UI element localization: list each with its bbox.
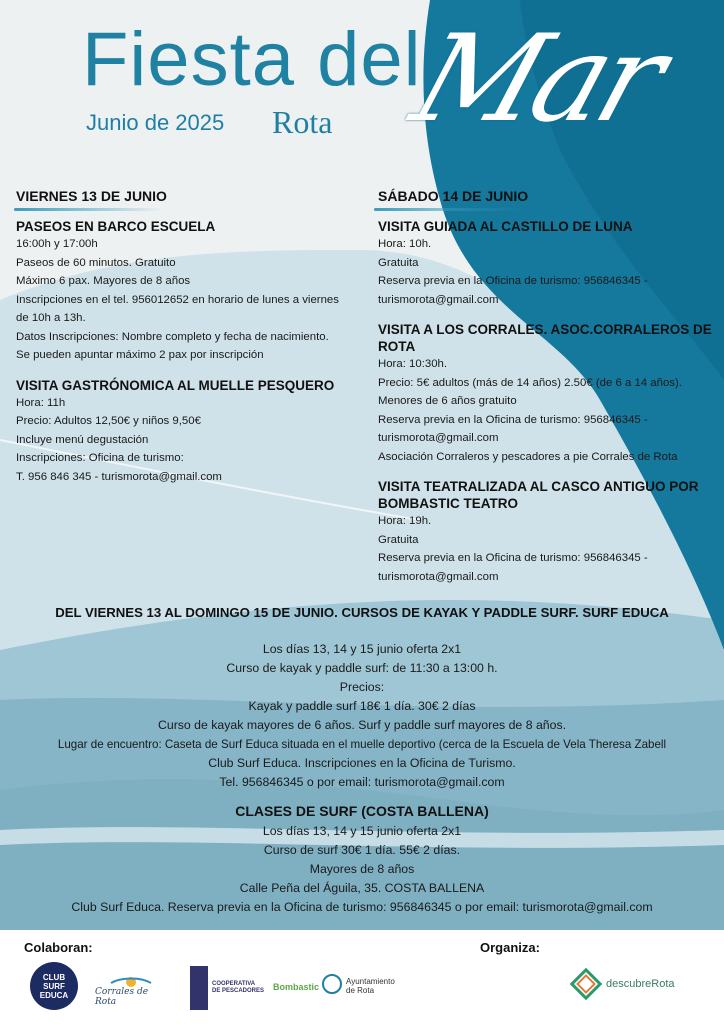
event-corrales — [378, 321, 724, 466]
kayak-details — [0, 640, 724, 792]
page-title: Fiesta del — [82, 17, 422, 102]
surf-line: Los días 13, 14 y 15 junio oferta 2x1 — [262, 824, 462, 838]
kayak-line: Curso de kayak y paddle surf: de 11:30 a 13:00 h. — [226, 661, 498, 675]
event-teatralizada — [378, 478, 724, 586]
day-heading-saturday: SÁBADO 14 DE JUNIO — [378, 188, 529, 204]
surf-title: CLASES DE SURF (COSTA BALLENA) — [235, 803, 489, 819]
sponsors-footer — [0, 930, 724, 1024]
event-line: turismorota@gmail.com — [378, 570, 499, 583]
event-line: Asociación Corraleros y pescadores a pie Corrales de Rota — [378, 450, 678, 463]
event-line: Datos Inscripciones: Nombre completo y fecha de nacimiento. — [16, 330, 329, 343]
event-line: Precio: Adultos 12,50€ y niños 9,50€ — [16, 415, 201, 427]
surf-line: Mayores de 8 años — [309, 862, 415, 876]
script-title-word: Mar — [397, 10, 677, 149]
kayak-line: Tel. 956846345 o por email: turismorota@gmail.com — [219, 775, 505, 789]
cooperativa-logo — [212, 978, 264, 998]
bombastic-logo — [272, 976, 320, 998]
event-title: VISITA A LOS CORRALES. ASOC.CORRALEROS DE ROTA — [378, 322, 712, 354]
descubre-rota-emblem-icon — [566, 964, 606, 1004]
event-title: VISITA GASTRÓNOMICA AL MUELLE PESQUERO — [16, 377, 335, 393]
club-surf-educa-logo — [30, 962, 78, 1010]
kayak-line: Precios: — [339, 680, 385, 694]
event-barco-escuela — [16, 218, 361, 365]
kayak-banner: DEL VIERNES 13 AL DOMINGO 15 DE JUNIO. CURSOS DE KAYAK Y PADDLE SURF. SURF EDUCA — [55, 605, 669, 620]
event-date: Junio de 2025 — [86, 110, 225, 135]
cooperativa-text: COOPERATIVA DE PESCADORES — [212, 981, 265, 994]
event-line: Gratuita — [378, 533, 419, 546]
event-line: Inscripciones: Oficina de turismo: — [16, 452, 184, 464]
bombastic-text: Bombastic — [272, 982, 319, 992]
event-line: turismorota@gmail.com — [378, 432, 499, 444]
surf-line: Calle Peña del Águila, 35. COSTA BALLENA — [239, 881, 485, 895]
event-line: Inscripciones en el tel. 956012652 en horario de lunes a viernes — [16, 293, 339, 306]
event-line: Precio: 5€ adultos (más de 14 años) 2.50€ (de 6 a 14 años). — [378, 376, 682, 389]
event-line: Incluye menú degustación — [16, 433, 149, 446]
event-line: Hora: 10h. — [378, 238, 432, 250]
organize-label: Organiza: — [480, 940, 540, 955]
saturday-column — [378, 218, 724, 598]
event-line: de 10h a 13h. — [16, 312, 86, 324]
event-line: 16:00h y 17:00h — [16, 238, 98, 250]
cooperativa-emblem-icon — [190, 966, 208, 1010]
kayak-line: Lugar de encuentro: Caseta de Surf Educa situada en el muelle deportivo (cerca de la Escuela de Vela Theresa Zabell — [57, 738, 667, 751]
event-line: turismorota@gmail.com — [378, 293, 499, 306]
kayak-line: Los días 13, 14 y 15 junio oferta 2x1 — [262, 642, 462, 656]
ayuntamiento-logo — [346, 974, 406, 998]
event-castillo-luna — [378, 218, 724, 309]
club-surf-educa-text: CLUB SURF EDUCA — [39, 972, 69, 1000]
event-line: Gratuita — [378, 256, 419, 269]
event-line: Hora: 10:30h. — [378, 358, 448, 370]
ayuntamiento-text-1: Ayuntamiento — [346, 977, 395, 986]
descubre-rota-logo — [606, 974, 686, 994]
day-heading-friday: VIERNES 13 DE JUNIO — [16, 188, 167, 204]
event-muelle-pesquero — [16, 377, 361, 487]
kayak-line: Curso de kayak mayores de 6 años. Surf y paddle surf mayores de 8 años. — [157, 718, 567, 732]
surf-line: Club Surf Educa. Reserva previa en la Oficina de turismo: 956846345 o por email: turismorota@gmail.com — [71, 900, 653, 914]
heading-underline — [14, 208, 164, 211]
surf-section — [0, 803, 724, 917]
surf-line: Curso de surf 30€ 1 día. 55€ 2 días. — [263, 843, 461, 857]
event-line: Reserva previa en la Oficina de turismo: 956846345 - — [378, 413, 648, 426]
event-line: Máximo 6 pax. Mayores de 8 años — [16, 275, 191, 287]
event-place: Rota — [272, 104, 333, 140]
kayak-line: Club Surf Educa. Inscripciones en la Oficina de Turismo. — [208, 756, 516, 770]
kayak-line: Kayak y paddle surf 18€ 1 día. 30€ 2 días — [248, 699, 476, 713]
event-line: Reserva previa en la Oficina de turismo: 956846345 - — [378, 552, 648, 564]
ayuntamiento-text-2: de Rota — [346, 986, 375, 995]
event-line: Paseos de 60 minutos. Gratuito — [16, 256, 176, 269]
event-line: Se pueden apuntar máximo 2 pax por inscripción — [16, 349, 264, 361]
collaborate-label: Colaboran: — [24, 940, 93, 955]
event-line: Hora: 19h. — [378, 515, 432, 527]
event-title: PASEOS EN BARCO ESCUELA — [16, 219, 216, 234]
ayuntamiento-emblem-icon — [322, 974, 342, 994]
corrales-de-rota-logo — [95, 970, 167, 1010]
event-line: Hora: 11h — [16, 396, 66, 409]
corrales-text: Corrales de Rota — [95, 987, 149, 1007]
event-title: VISITA TEATRALIZADA AL CASCO ANTIGUO POR BOMBASTIC TEATRO — [378, 479, 699, 511]
heading-underline — [374, 208, 524, 211]
event-line: Reserva previa en la Oficina de turismo: 956846345 - — [378, 275, 648, 287]
descubre-rota-text: descubreRota — [606, 978, 675, 990]
event-line: T. 956 846 345 - turismorota@gmail.com — [16, 470, 222, 483]
friday-column — [16, 218, 361, 498]
event-line: Menores de 6 años gratuito — [378, 395, 517, 407]
event-title: VISITA GUIADA AL CASTILLO DE LUNA — [378, 219, 633, 234]
sun-waves-icon — [109, 973, 153, 987]
